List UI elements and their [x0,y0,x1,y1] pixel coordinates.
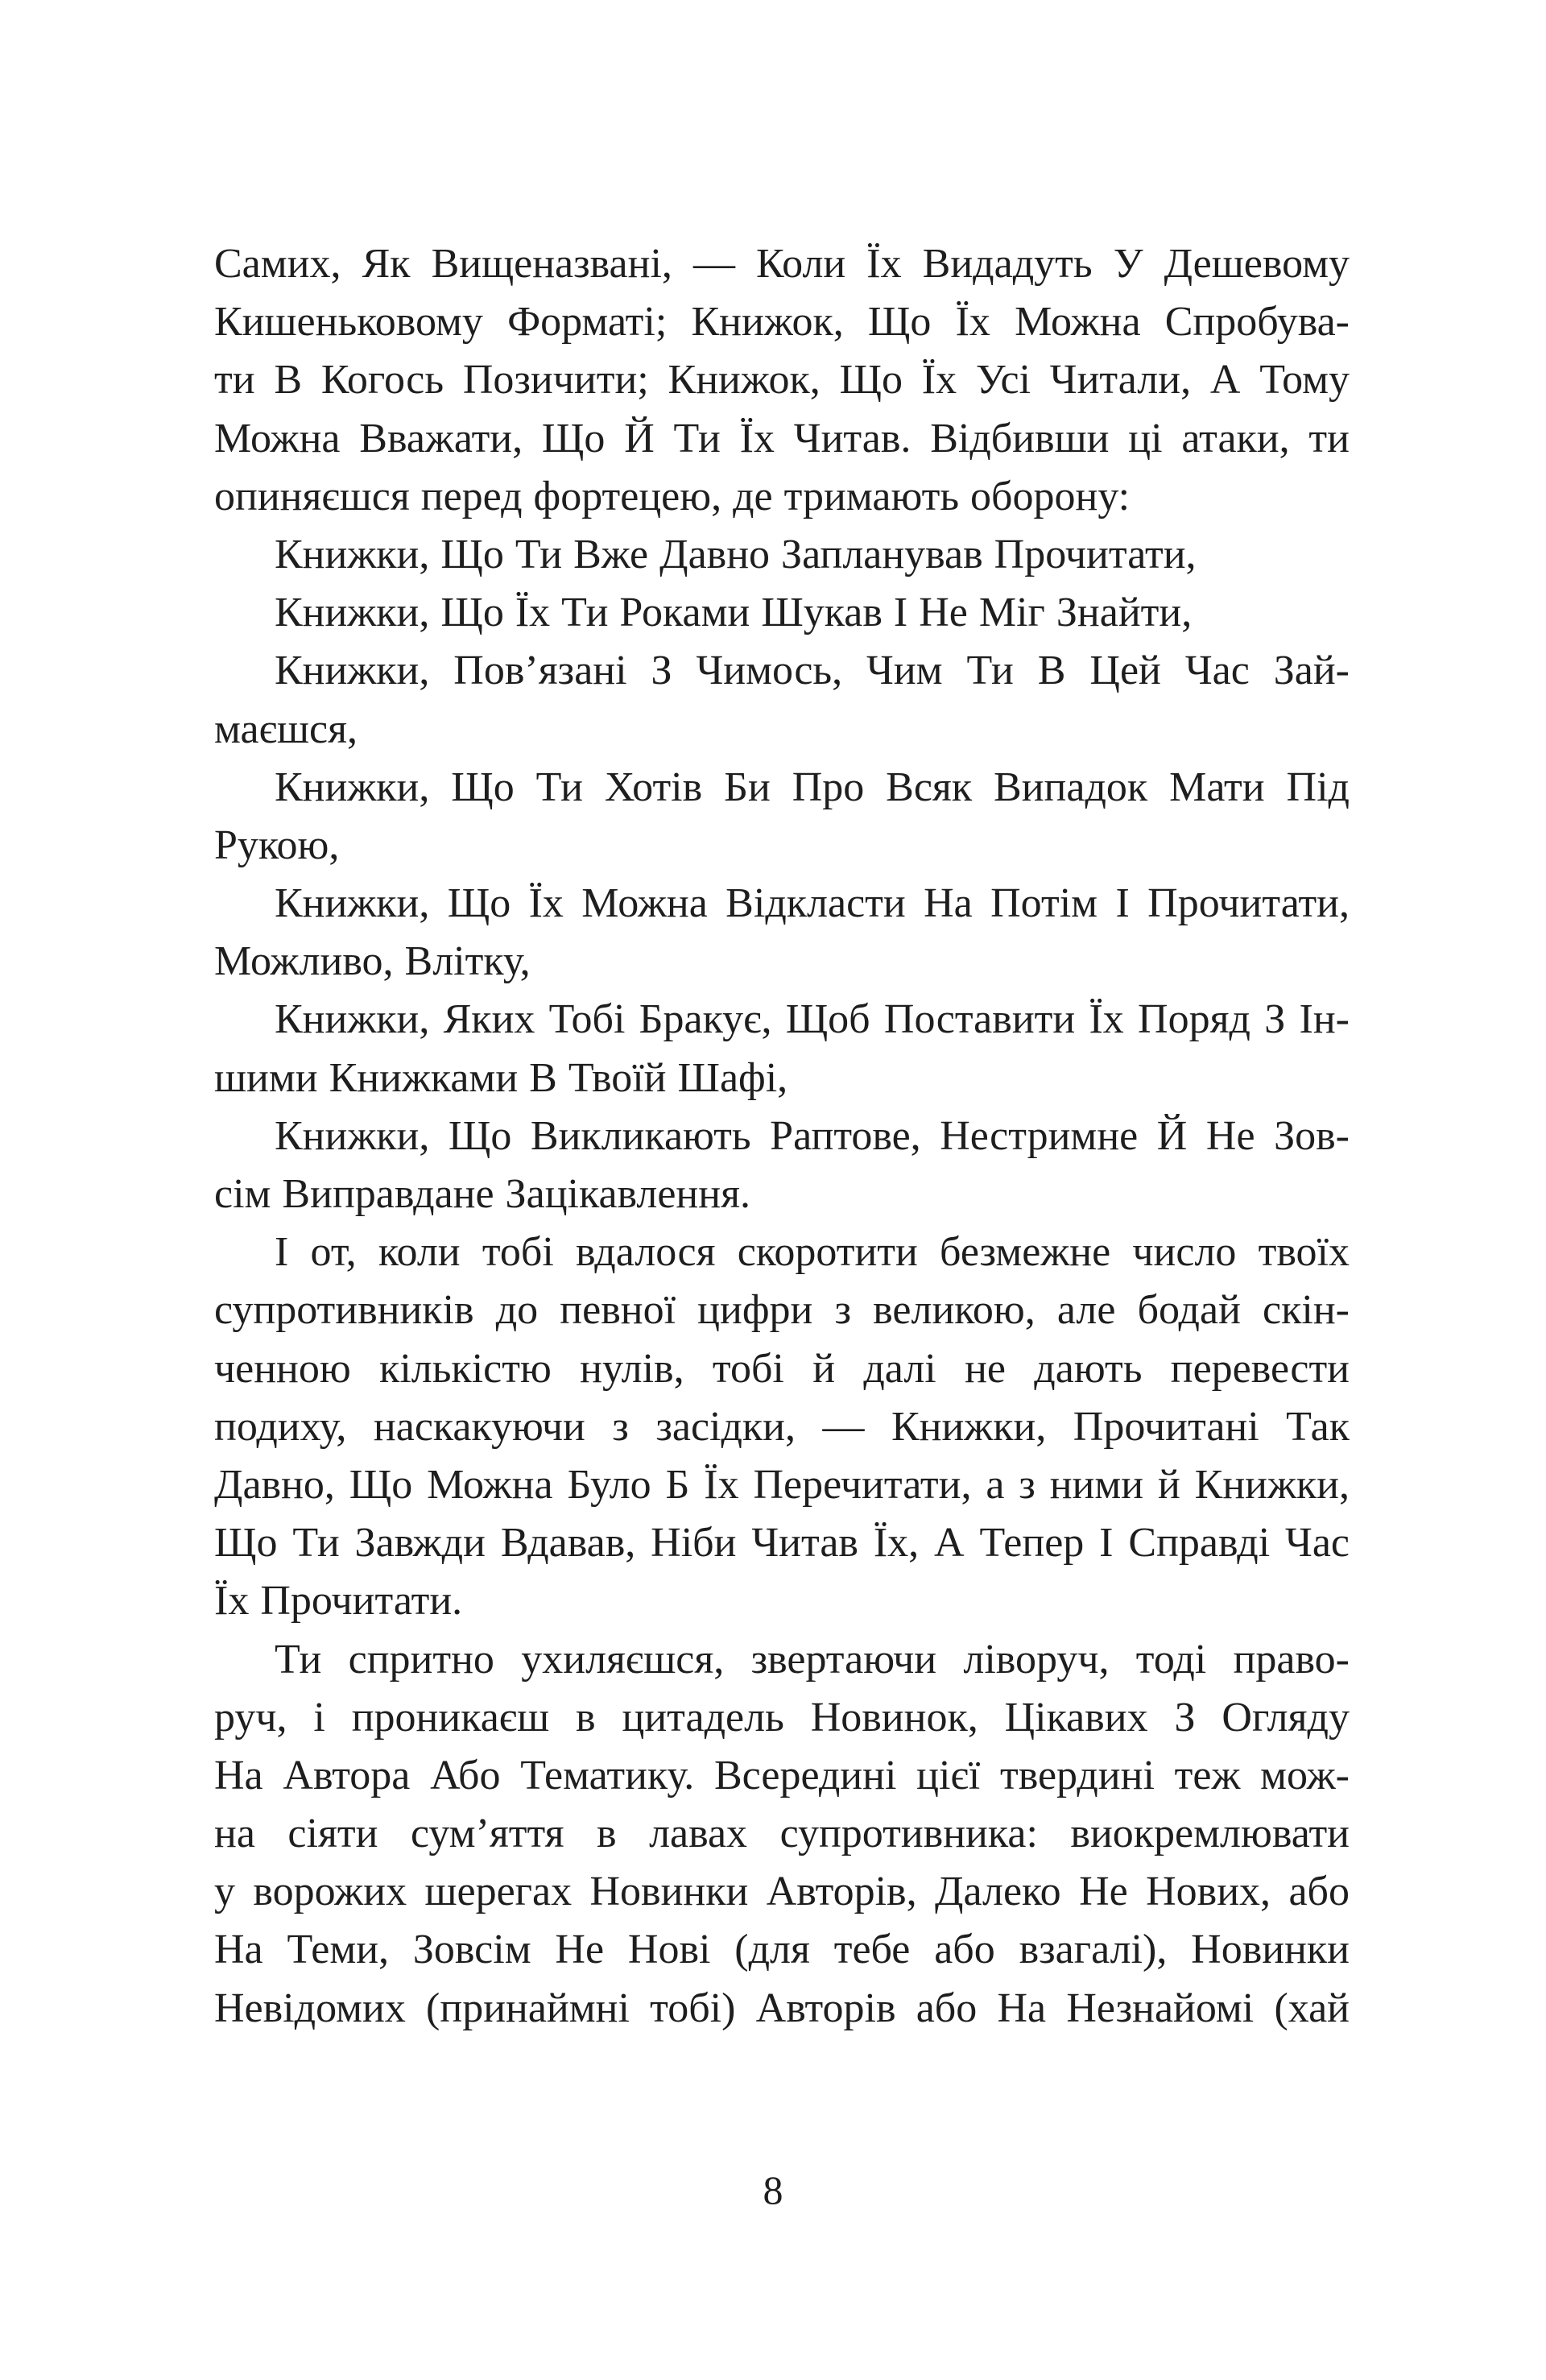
list-line: Можливо, Влітку, [214,938,531,985]
book-page-text [214,235,1350,2038]
list-line: Книжки, Що Ти Вже Давно Запланував Прочитати, [275,531,1197,577]
text-line: Давно, Що Можна Було Б Їх Перечитати, а з ними й Книжки, [214,1461,1350,1508]
text-line: Їх Прочитати. [214,1578,463,1625]
list-line: сім Виправдане Зацікавлення. [214,1171,750,1217]
list-line: Книжки, Що Їх Ти Роками Шукав І Не Міг Знайти, [275,590,1193,636]
text-line: Кишеньковому Форматі; Книжок, Що Їх Можна Спробува- [214,299,1350,346]
list-line: Книжки, Що Ти Хотів Би Про Всяк Випадок Мати Під [275,764,1350,810]
text-line: опиняєшся перед фортецею, де тримають оборону: [214,473,1131,519]
page-number: 8 [763,2167,783,2212]
text-line: І от, коли тобі вдалося скоротити безмежне число твоїх [275,1229,1350,1276]
text-line: Ти спритно ухиляєшся, звертаючи ліворуч, тоді право- [275,1636,1350,1683]
text-line: На Теми, Зовсім Не Нові (для тебе або взагалі), Новинки [214,1927,1350,1973]
list-line: шими Книжками В Твоїй Шафі, [214,1054,788,1101]
list-line: Рукою, [214,822,340,868]
text-line: На Автора Або Тематику. Всередині цієї твердині теж мож- [214,1752,1350,1798]
list-line: Книжки, Що Їх Можна Відкласти На Потім І Прочитати, [275,880,1350,927]
text-line: Що Ти Завжди Вдавав, Ніби Читав Їх, А Тепер І Справді Час [214,1520,1350,1567]
text-line: ченною кількістю нулів, тобі й далі не дають перевести [214,1345,1350,1392]
text-line: на сіяти сум’яття в лавах супротивника: виокремлювати [214,1811,1350,1857]
text-line: подиху, наскакуючи з засідки, — Книжки, Прочитані Так [214,1403,1350,1450]
list-line: Книжки, Пов’язані З Чимось, Чим Ти В Цей Час Зай- [275,648,1350,694]
text-line: супротивників до певної цифри з великою, але бодай скін- [214,1287,1350,1334]
text-line: руч, і проникаєш в цитадель Новинок, Цікавих З Огляду [214,1694,1350,1741]
text-line: Можна Вважати, Що Й Ти Їх Читав. Відбивши ці атаки, ти [214,415,1350,462]
text-line: у ворожих шерегах Новинки Авторів, Далеко Не Нових, або [214,1869,1350,1915]
text-line: Невідомих (принаймні тобі) Авторів або На Незнайомі (хай [214,1985,1350,2031]
list-line: Книжки, Що Викликають Раптове, Нестримне Й Не Зов- [275,1112,1350,1159]
list-line: маєшся, [214,706,358,752]
text-line: Самих, Як Вищеназвані, — Коли Їх Видадуть У Дешевому [214,241,1350,287]
list-line: Книжки, Яких Тобі Бракує, Щоб Поставити Їх Поряд З Ін- [275,996,1350,1043]
text-line: ти В Когось Позичити; Книжок, Що Їх Усі Читали, А Тому [214,357,1350,404]
